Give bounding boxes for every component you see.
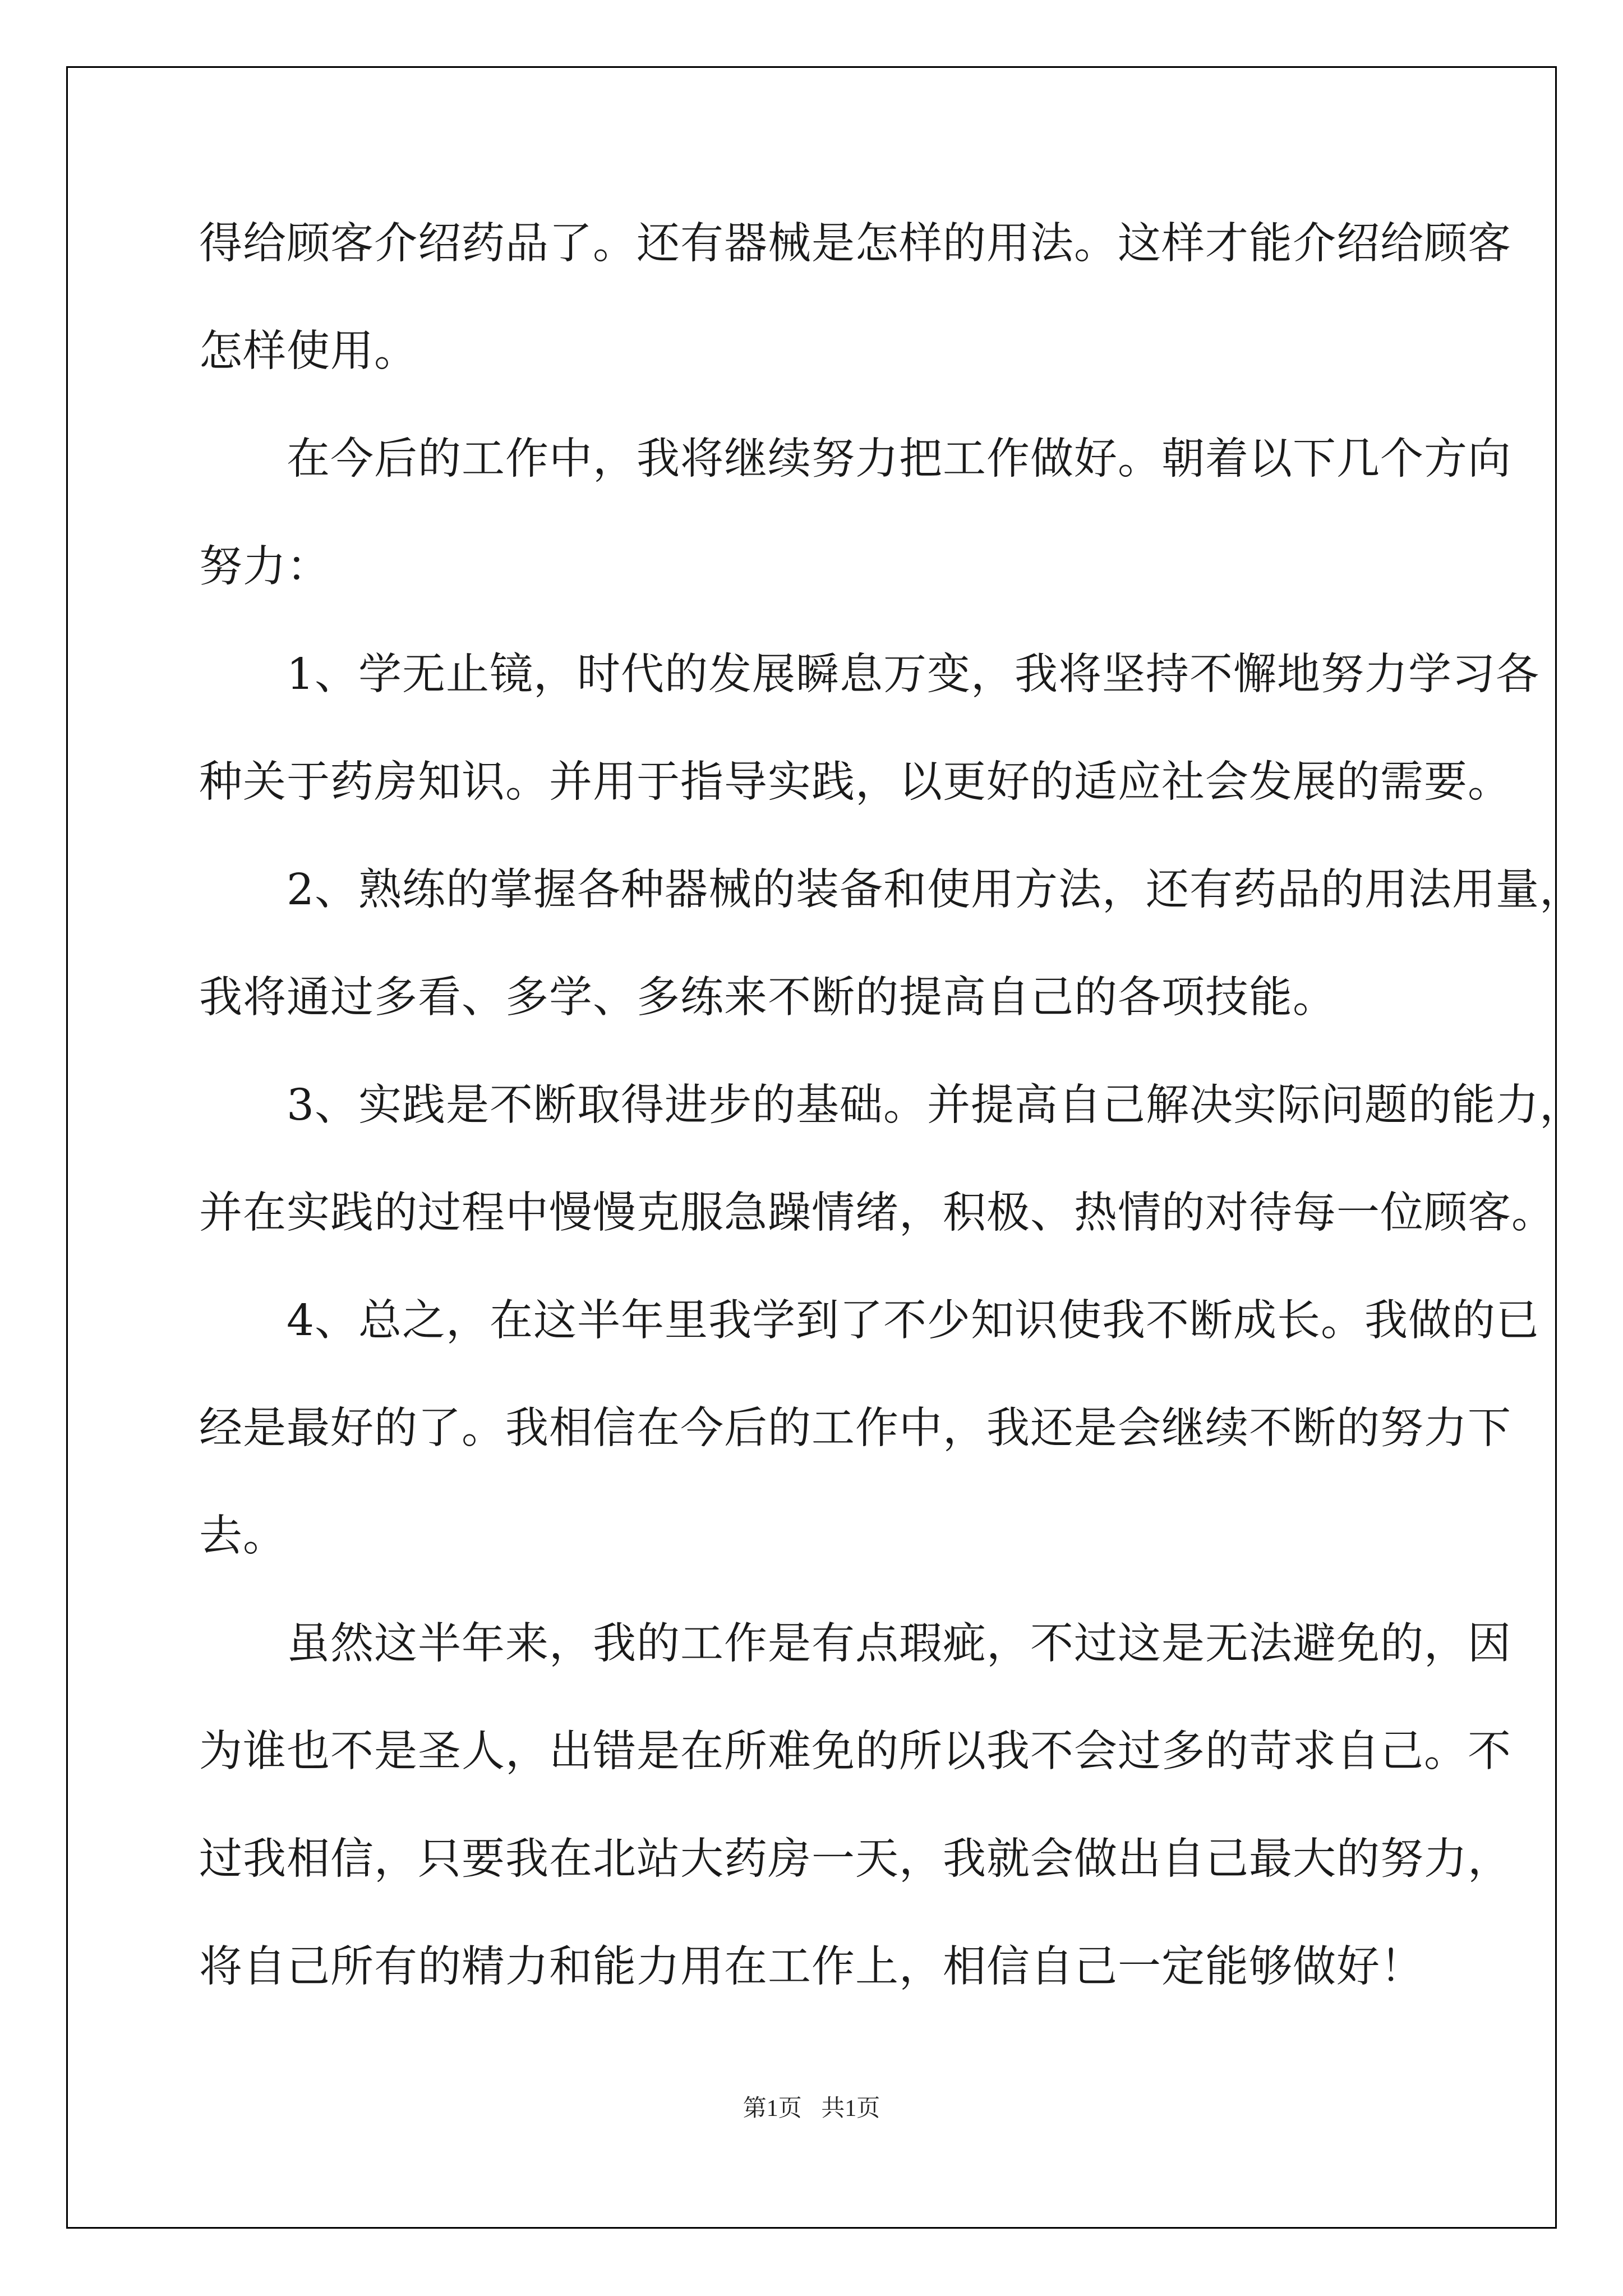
text-line: 虽然这半年来，我的工作是有点瑕疵，不过这是无法避免的，因 bbox=[199, 1619, 1511, 1669]
page-border bbox=[66, 66, 1557, 2229]
text-line: 过我相信，只要我在北站大药房一天，我就会做出自己最大的努力， bbox=[199, 1834, 1511, 1884]
text-line: 并在实践的过程中慢慢克服急躁情绪，积极、热情的对待每一位顾客。 bbox=[199, 1188, 1555, 1238]
text-line: 努力： bbox=[199, 542, 330, 592]
text-line: 1、学无止镜，时代的发展瞬息万变，我将坚持不懈地努力学习各 bbox=[199, 650, 1539, 700]
text-line: 去。 bbox=[199, 1511, 287, 1561]
text-line: 3、实践是不断取得进步的基础。并提高自己解决实际问题的能力， bbox=[199, 1080, 1583, 1130]
text-line: 怎样使用。 bbox=[199, 326, 418, 376]
page-footer bbox=[0, 2090, 1623, 2123]
text-line: 为谁也不是圣人，出错是在所难免的所以我不会过多的苛求自己。不 bbox=[199, 1727, 1511, 1777]
text-line: 得给顾客介绍药品了。还有器械是怎样的用法。这样才能介绍给顾客 bbox=[199, 219, 1511, 269]
text-line: 4、总之，在这半年里我学到了不少知识使我不断成长。我做的已 bbox=[199, 1296, 1539, 1346]
text-line: 2、熟练的掌握各种器械的装备和使用方法，还有药品的用法用量， bbox=[199, 865, 1583, 915]
text-line: 我将通过多看、多学、多练来不断的提高自己的各项技能。 bbox=[199, 973, 1336, 1023]
text-line: 在今后的工作中，我将继续努力把工作做好。朝着以下几个方向 bbox=[199, 434, 1511, 484]
text-line: 将自己所有的精力和能力用在工作上，相信自己一定能够做好！ bbox=[199, 1942, 1424, 1992]
text-line: 经是最好的了。我相信在今后的工作中，我还是会继续不断的努力下 bbox=[199, 1404, 1511, 1453]
text-line: 种关于药房知识。并用于指导实践，以更好的适应社会发展的需要。 bbox=[199, 757, 1511, 807]
page-count: 共1页 bbox=[821, 2096, 880, 2122]
page-number: 第1页 bbox=[743, 2096, 802, 2122]
